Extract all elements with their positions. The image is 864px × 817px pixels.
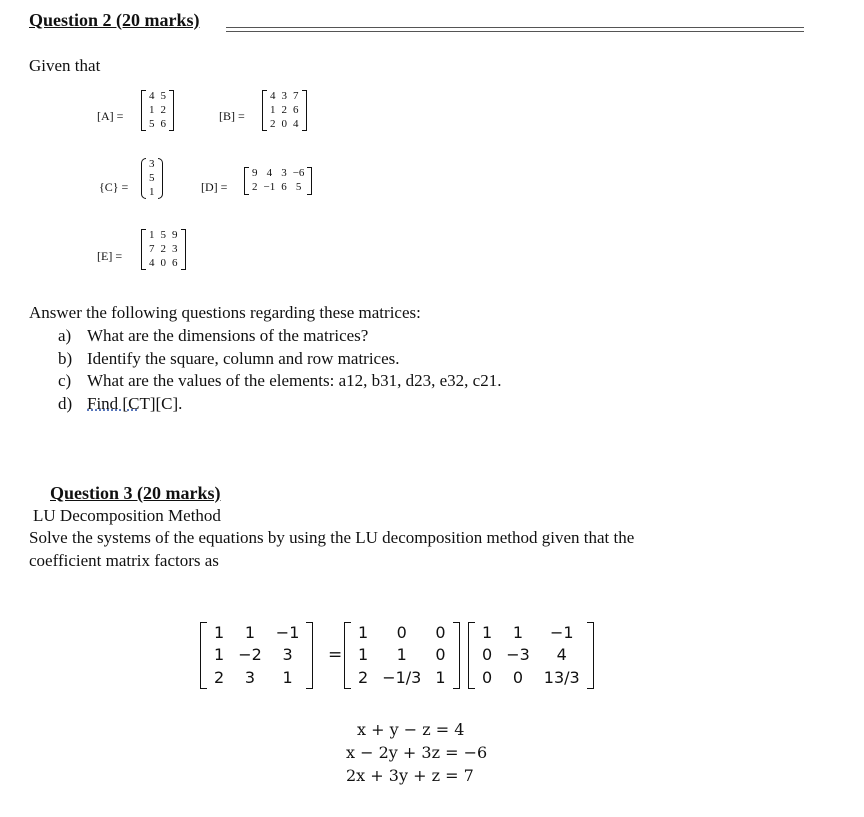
- heading-rule: [226, 27, 804, 32]
- matrix-a-label: [A] =: [97, 109, 124, 123]
- question-3-heading: Question 3 (20 marks): [50, 483, 221, 503]
- answer-prompt: Answer the following questions regarding these matrices:: [29, 303, 421, 322]
- matrix-d: [244, 167, 312, 195]
- matrix-b: [262, 90, 307, 131]
- instructions-line-1: Solve the systems of the equations by using the LU decomposition method given that the: [29, 528, 635, 547]
- question-c: c) What are the values of the elements: a12, b31, d23, e32, c21.: [58, 371, 502, 390]
- equation-1: x + y − z = 4: [357, 720, 465, 739]
- matrix-c-grid: 3 5 1: [149, 158, 155, 198]
- question-2-heading: Question 2 (20 marks): [29, 10, 200, 30]
- matrix-e-label: [E] =: [97, 249, 123, 263]
- matrix-a: [141, 90, 174, 131]
- upper-matrix-grid: 1 1 −1 0 −3 4 0 0 13/3: [482, 623, 580, 687]
- matrix-a-grid: 4 5 1 2 5 6: [149, 90, 166, 130]
- equation-3: 2x + 3y + z = 7: [346, 766, 474, 785]
- find-ct-underlined: Find [C: [87, 393, 140, 413]
- matrix-d-grid: 9 4 3 −6 2 −1 6 5: [252, 167, 305, 193]
- matrix-e-grid: 1 5 9 7 2 3 4 0 6: [149, 229, 178, 269]
- instructions-line-2: coefficient matrix factors as: [29, 551, 219, 570]
- lu-subtitle: LU Decomposition Method: [33, 506, 221, 525]
- question-d: d) Find [C T][C].: [58, 393, 501, 416]
- lower-matrix: [344, 622, 460, 689]
- question-a: a) What are the dimensions of the matrices?: [58, 326, 369, 345]
- lower-matrix-grid: 1 0 0 1 1 0 2 −1/3 1: [358, 623, 446, 687]
- question-b: b) Identify the square, column and row matrices.: [58, 348, 400, 368]
- matrix-b-grid: 4 3 7 1 2 6 2 0 4: [270, 90, 299, 130]
- matrix-d-label: [D] =: [201, 180, 228, 194]
- equals-sign: =: [328, 645, 343, 665]
- matrix-b-label: [B] =: [219, 109, 245, 123]
- given-that-text: Given that: [29, 56, 101, 75]
- upper-matrix: [468, 622, 594, 689]
- coefficient-matrix-grid: 1 1 −1 1 −2 3 2 3 1: [214, 623, 300, 687]
- matrix-c-label: {C} =: [99, 180, 129, 194]
- coefficient-matrix: [200, 622, 313, 689]
- question-list: [58, 325, 501, 415]
- matrix-e: [141, 229, 186, 270]
- equation-2: x − 2y + 3z = −6: [346, 743, 488, 762]
- find-ct-rest: T][C].: [139, 393, 183, 413]
- matrix-c: [141, 158, 163, 199]
